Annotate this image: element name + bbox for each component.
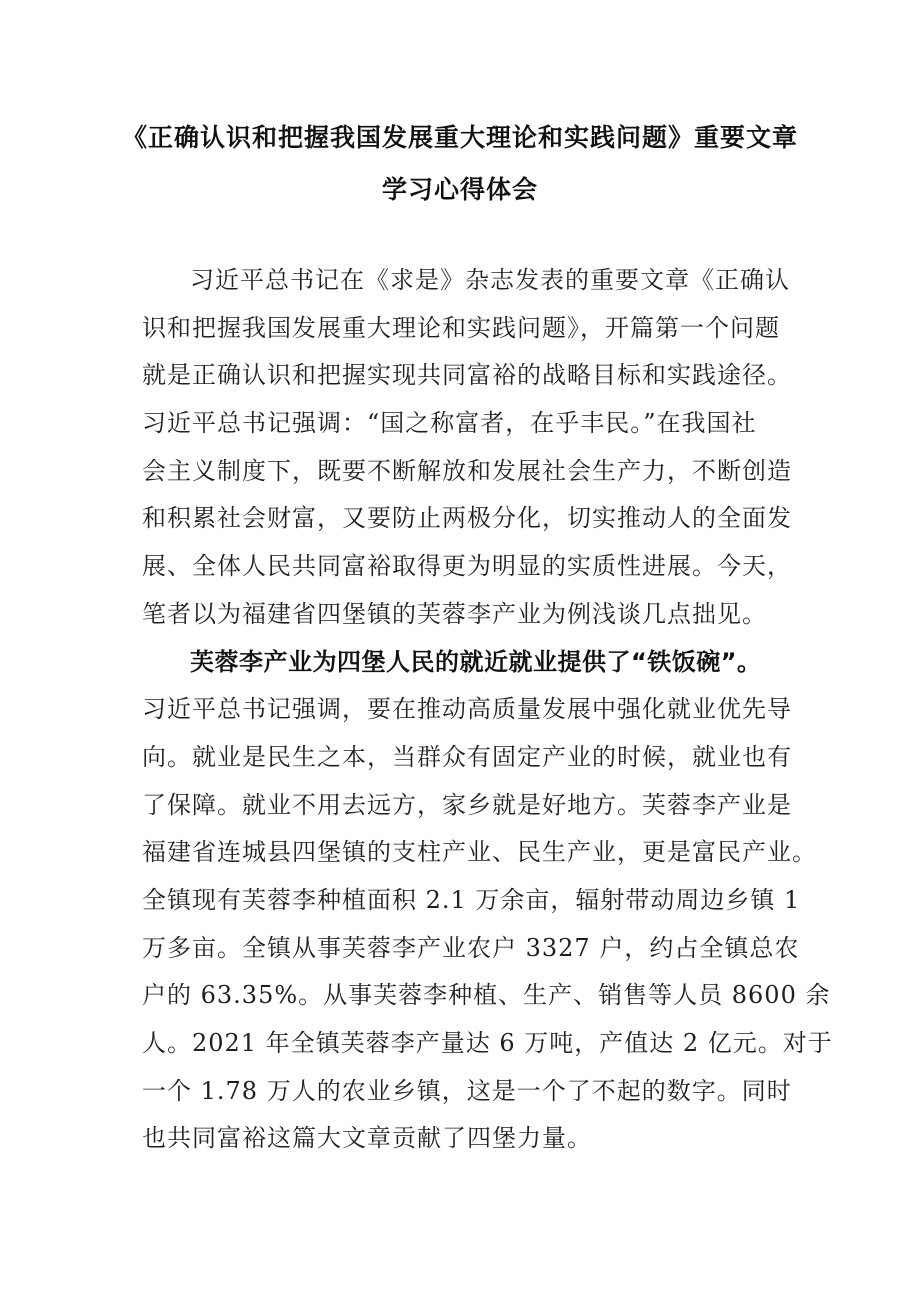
paragraph-1-line: 就是正确认识和把握实现共同富裕的战略目标和实践途径。	[142, 361, 792, 390]
paragraph-2-line: 向。就业是民生之本，当群众有固定产业的时候，就业也有	[142, 742, 792, 771]
paragraph-2-line: 全镇现有芙蓉李种植面积 2.1 万余亩，辐射带动周边乡镇 1	[142, 885, 801, 914]
document-title-line-1: 《正确认识和把握我国发展重大理论和实践问题》重要文章	[121, 123, 798, 152]
paragraph-1-line: 会主义制度下，既要不断解放和发展社会生产力，不断创造	[142, 456, 792, 485]
paragraph-1-line: 笔者以为福建省四堡镇的芙蓉李产业为例浅谈几点拙见。	[142, 599, 767, 628]
document-title-line-2: 学习心得体会	[381, 175, 538, 204]
paragraph-1-line: 和积累社会财富，又要防止两极分化，切实推动人的全面发	[142, 504, 792, 533]
document-body	[142, 257, 833, 1163]
section-heading: 芙蓉李产业为四堡人民的就近就业提供了“铁饭碗”。	[190, 647, 762, 676]
paragraph-2-line: 户的 63.35%。从事芙蓉李种植、生产、销售等人员 8600 余	[142, 981, 831, 1010]
paragraph-2-line: 习近平总书记强调，要在推动高质量发展中强化就业优先导	[142, 695, 792, 724]
paragraph-1-line: 展、全体人民共同富裕取得更为明显的实质性进展。今天，	[142, 552, 792, 581]
paragraph-1-line: 习近平总书记在《求是》杂志发表的重要文章《正确认	[190, 266, 790, 294]
paragraph-1-line: 识和把握我国发展重大理论和实践问题》，开篇第一个问题	[142, 313, 780, 342]
paragraph-2-line: 福建省连城县四堡镇的支柱产业、民生产业，更是富民产业。	[142, 838, 817, 867]
paragraph-2-line: 人。2021 年全镇芙蓉李产量达 6 万吨，产值达 2 亿元。对于	[142, 1029, 833, 1057]
paragraph-1-line: 习近平总书记强调：“国之称富者，在乎丰民。”在我国社	[142, 409, 757, 438]
paragraph-2-line: 了保障。就业不用去远方，家乡就是好地方。芙蓉李产业是	[142, 790, 792, 819]
paragraph-2-line: 一个 1.78 万人的农业乡镇，这是一个了不起的数字。同时	[142, 1076, 792, 1105]
paragraph-2-line: 也共同富裕这篇大文章贡献了四堡力量。	[142, 1124, 592, 1153]
paragraph-2-line: 万多亩。全镇从事芙蓉李产业农户 3327 户，约占全镇总农	[142, 933, 800, 962]
